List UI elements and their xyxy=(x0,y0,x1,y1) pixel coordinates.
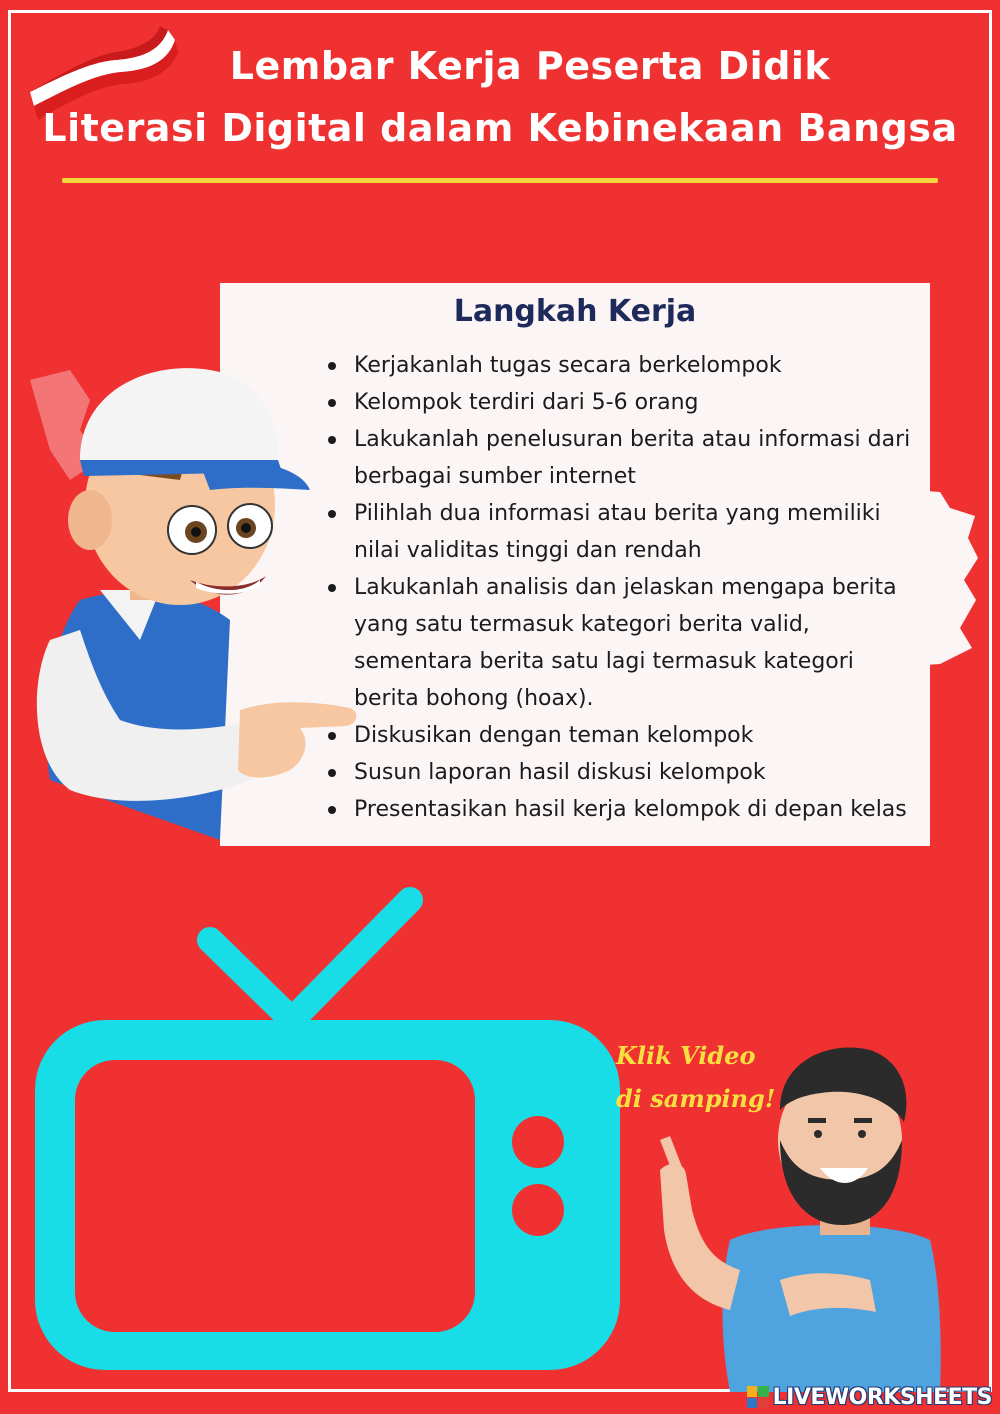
list-item: Kerjakanlah tugas secara berkelompok xyxy=(326,347,916,384)
list-item: Pilihlah dua informasi atau berita yang memiliki nilai validitas tinggi dan rendah xyxy=(326,495,916,569)
video-prompt-line-2: di samping! xyxy=(616,1084,776,1113)
liveworksheets-mark-icon xyxy=(747,1386,769,1408)
page-title-line-2: Literasi Digital dalam Kebinekaan Bangsa xyxy=(42,106,958,150)
bearded-man-pointing-icon xyxy=(640,1040,960,1392)
list-item: Lakukanlah analisis dan jelaskan mengapa berita yang satu termasuk kategori berita valid, sementara berita satu lagi termasuk kategori berita bohong (hoax). xyxy=(326,569,916,717)
list-item: Presentasikan hasil kerja kelompok di depan kelas xyxy=(326,791,916,828)
title-underline xyxy=(62,178,938,183)
cartoon-boy-pointing-icon xyxy=(10,340,370,860)
brand-name: LIVEWORKSHEETS xyxy=(772,1384,992,1410)
list-item: Susun laporan hasil diskusi kelompok xyxy=(326,754,916,791)
steps-card-title: Langkah Kerja xyxy=(453,294,697,329)
steps-list xyxy=(326,347,916,828)
list-item: Lakukanlah penelusuran berita atau informasi dari berbagai sumber internet xyxy=(326,421,916,495)
television-icon xyxy=(30,880,630,1380)
page-title-line-1: Lembar Kerja Peserta Didik xyxy=(229,44,831,88)
list-item: Kelompok terdiri dari 5-6 orang xyxy=(326,384,916,421)
video-prompt-line-1: Klik Video xyxy=(616,1041,756,1070)
list-item: Diskusikan dengan teman kelompok xyxy=(326,717,916,754)
liveworksheets-logo xyxy=(747,1384,992,1410)
